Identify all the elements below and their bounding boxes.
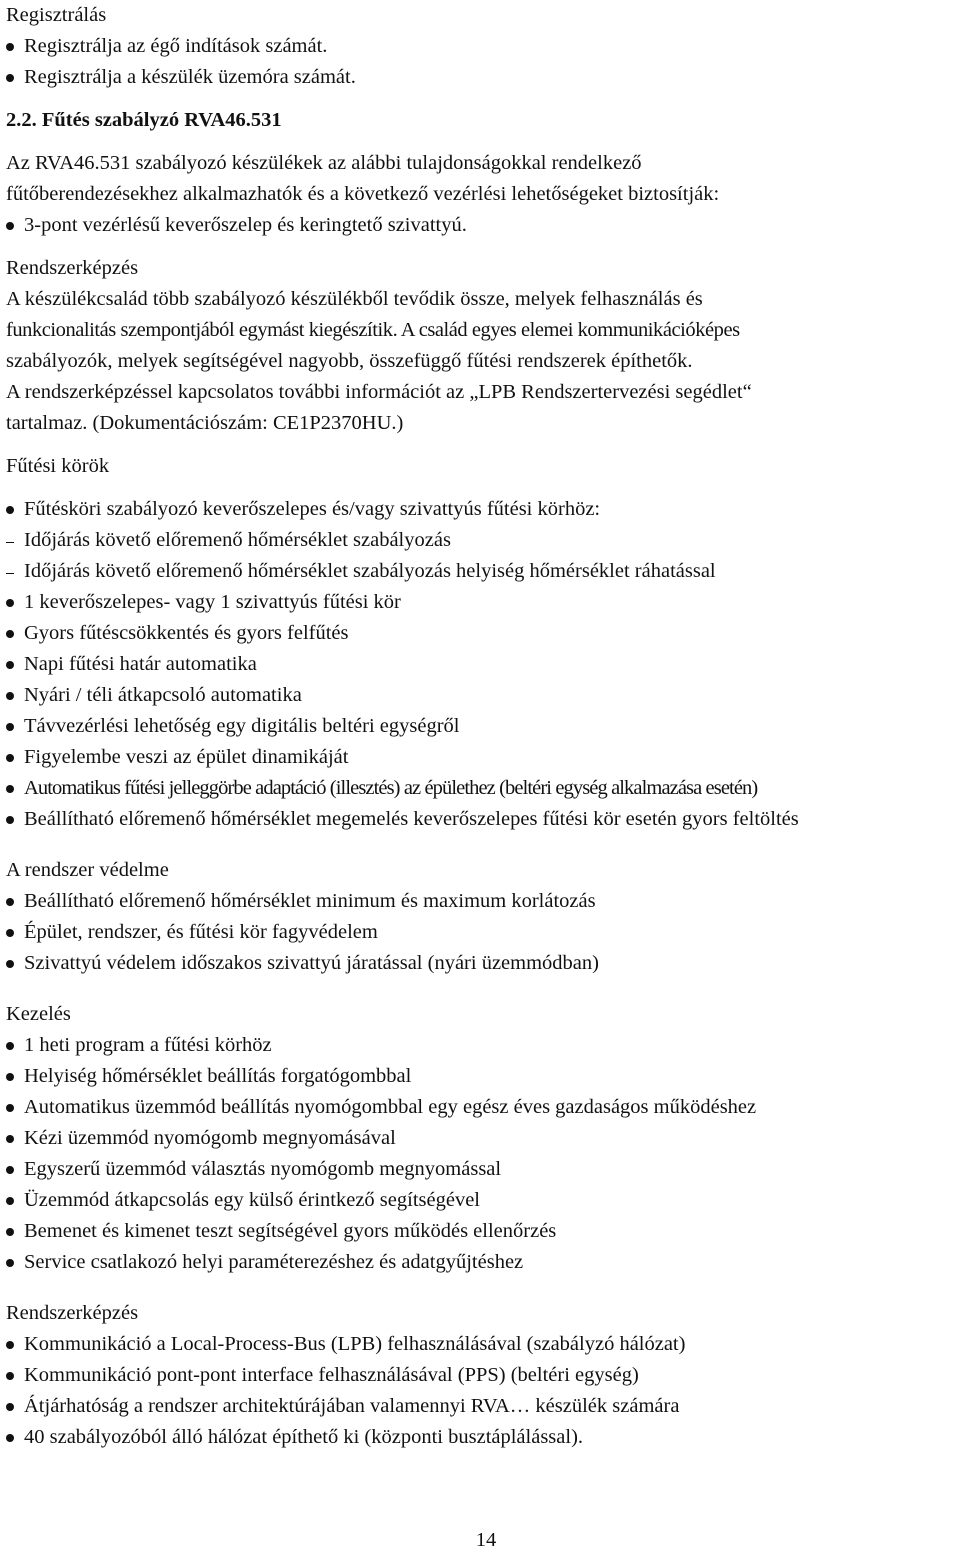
bullet-icon — [6, 1259, 14, 1267]
bullet-icon — [6, 1434, 14, 1442]
bullet-icon — [6, 754, 14, 762]
bullet-icon — [6, 222, 14, 230]
list-item: Beállítható előremenő hőmérséklet minimum és maximum korlátozás — [6, 886, 956, 917]
list-item: Napi fűtési határ automatika — [6, 649, 956, 680]
bullet-icon — [6, 630, 14, 638]
bullet-icon — [6, 1135, 14, 1143]
list-item: Fűtésköri szabályozó keverőszelepes és/vagy szivattyús fűtési körhöz: — [6, 494, 956, 525]
dash-icon — [6, 542, 14, 543]
bullet-icon — [6, 785, 14, 793]
paragraph-line: A készülékcsalád több szabályozó készülékből tevődik össze, melyek felhasználás és — [6, 288, 703, 310]
bullet-icon — [6, 929, 14, 937]
list-item: Regisztrálja a készülék üzemóra számát. — [6, 62, 956, 93]
bullet-icon — [6, 599, 14, 607]
list-item: Automatikus fűtési jelleggörbe adaptáció (illesztés) az épülethez (beltéri egység alkalmazása esetén) — [6, 773, 956, 804]
bullet-icon — [6, 43, 14, 51]
list-item: Beállítható előremenő hőmérséklet megemelés keverőszelepes fűtési kör esetén gyors feltöltés — [6, 804, 956, 835]
bullet-icon — [6, 1104, 14, 1112]
registration-heading: Regisztrálás — [6, 4, 107, 26]
list-item: Távvezérlési lehetőség egy digitális beltéri egységről — [6, 711, 956, 742]
protection-heading: A rendszer védelme — [6, 859, 169, 881]
list-item: Gyors fűtéscsökkentés és gyors felfűtés — [6, 618, 956, 649]
list-item: Átjárhatóság a rendszer architektúrájában valamennyi RVA… készülék számára — [6, 1391, 956, 1422]
heating-heading: Fűtési körök — [6, 455, 110, 477]
bullet-icon — [6, 1403, 14, 1411]
bullet-icon — [6, 1372, 14, 1380]
list-item: Kommunikáció pont-pont interface felhasználásával (PPS) (beltéri egység) — [6, 1360, 956, 1391]
bullet-icon — [6, 816, 14, 824]
bullet-icon — [6, 1073, 14, 1081]
bullet-icon — [6, 723, 14, 731]
list-item: Service csatlakozó helyi paraméterezéshez és adatgyűjtéshez — [6, 1247, 956, 1278]
bullet-icon — [6, 506, 14, 514]
page-number: 14 — [475, 1529, 497, 1551]
list-item: Automatikus üzemmód beállítás nyomógombbal egy egész éves gazdaságos működéshez — [6, 1092, 956, 1123]
bullet-icon — [6, 74, 14, 82]
list-item: Helyiség hőmérséklet beállítás forgatógombbal — [6, 1061, 956, 1092]
list-item: 1 keverőszelepes- vagy 1 szivattyús fűtési kör — [6, 587, 956, 618]
section-title: 2.2. Fűtés szabályzó RVA46.531 — [6, 109, 282, 131]
paragraph-line: A rendszerképzéssel kapcsolatos további információt az „LPB Rendszertervezési segédlet“ — [6, 381, 752, 403]
document-page — [6, 0, 956, 1453]
list-item: 3-pont vezérlésű keverőszelep és keringtető szivattyú. — [6, 210, 956, 241]
bullet-icon — [6, 661, 14, 669]
list-item: Épület, rendszer, és fűtési kör fagyvédelem — [6, 917, 956, 948]
list-item: Egyszerű üzemmód választás nyomógomb megnyomással — [6, 1154, 956, 1185]
list-item: Szivattyú védelem időszakos szivattyú járatással (nyári üzemmódban) — [6, 948, 956, 979]
bullet-icon — [6, 1197, 14, 1205]
list-item: Figyelembe veszi az épület dinamikáját — [6, 742, 956, 773]
list-item: Kommunikáció a Local-Process-Bus (LPB) felhasználásával (szabályzó hálózat) — [6, 1329, 956, 1360]
list-item: 40 szabályozóból álló hálózat építhető ki (központi busztáplálással). — [6, 1422, 956, 1453]
intro-line-1: Az RVA46.531 szabályozó készülékek az alábbi tulajdonságokkal rendelkező — [6, 152, 642, 174]
list-item: Bemenet és kimenet teszt segítségével gyors működés ellenőrzés — [6, 1216, 956, 1247]
bullet-icon — [6, 692, 14, 700]
system-heading: Rendszerképzés — [6, 1302, 139, 1324]
operation-heading: Kezelés — [6, 1003, 71, 1025]
paragraph-line: szabályozók, melyek segítségével nagyobb, összefüggő fűtési rendszerek építhetők. — [6, 350, 693, 372]
paragraph-line: funkcionalitás szempontjából egymást kiegészítik. A család egyes elemei kommunikációképes — [6, 319, 740, 341]
list-item: 1 heti program a fűtési körhöz — [6, 1030, 956, 1061]
sub-list-item: Időjárás követő előremenő hőmérséklet szabályozás helyiség hőmérséklet ráhatással — [6, 556, 956, 587]
paragraph-line: tartalmaz. (Dokumentációszám: CE1P2370HU.) — [6, 412, 404, 434]
sub-list-item: Időjárás követő előremenő hőmérséklet szabályozás — [6, 525, 956, 556]
bullet-icon — [6, 1341, 14, 1349]
dash-icon — [6, 573, 14, 574]
bullet-icon — [6, 1228, 14, 1236]
bullet-icon — [6, 960, 14, 968]
bullet-icon — [6, 1042, 14, 1050]
list-item: Üzemmód átkapcsolás egy külső érintkező segítségével — [6, 1185, 956, 1216]
list-item: Nyári / téli átkapcsoló automatika — [6, 680, 956, 711]
intro-line-2: fűtőberendezésekhez alkalmazhatók és a következő vezérlési lehetőségeket biztosítják: — [6, 183, 720, 205]
bullet-icon — [6, 1166, 14, 1174]
list-item: Regisztrálja az égő indítások számát. — [6, 31, 956, 62]
bullet-icon — [6, 898, 14, 906]
system-heading: Rendszerképzés — [6, 257, 139, 279]
list-item: Kézi üzemmód nyomógomb megnyomásával — [6, 1123, 956, 1154]
